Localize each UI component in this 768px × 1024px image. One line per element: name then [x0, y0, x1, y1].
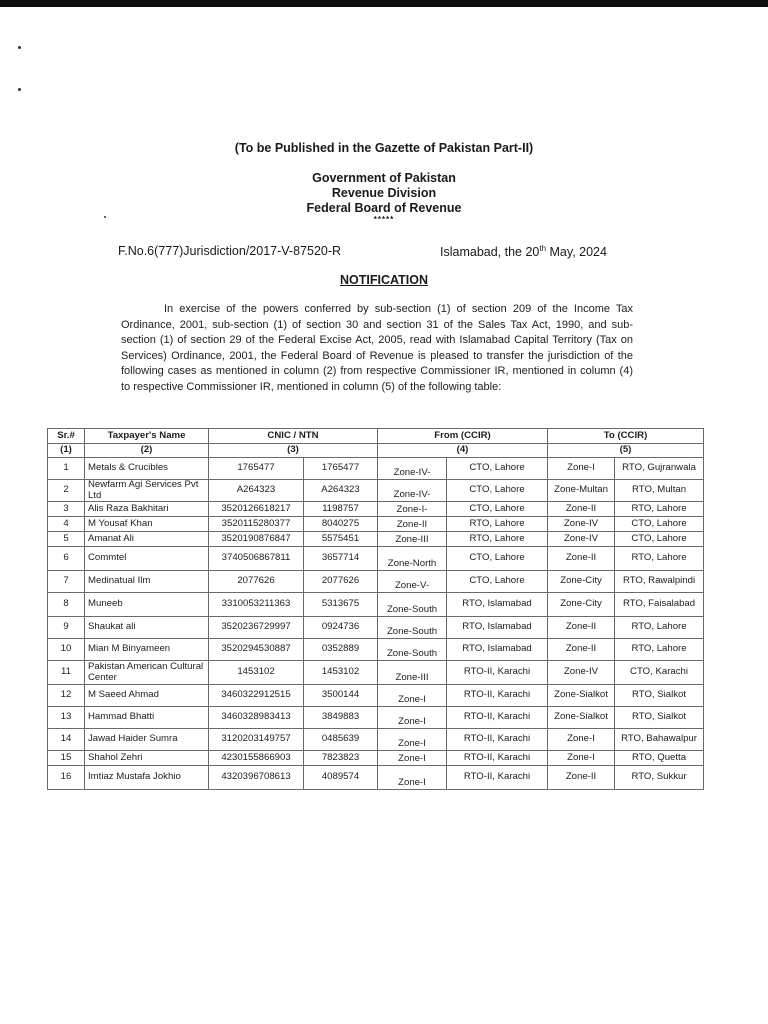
cell-from-office: RTO-II, Karachi	[447, 751, 548, 766]
col-number-sr: (1)	[48, 444, 85, 458]
cell-ntn: 7823823	[304, 751, 378, 766]
header-to: To (CCIR)	[548, 429, 704, 444]
cell-to-zone: Zone-II	[548, 547, 615, 571]
cell-from-office: RTO-II, Karachi	[447, 766, 548, 790]
cell-ntn: 3500144	[304, 685, 378, 707]
cell-from-zone: Zone-I	[378, 729, 447, 751]
table-row	[48, 617, 704, 639]
cell-ntn: 0485639	[304, 729, 378, 751]
cell-ntn: 0352889	[304, 639, 378, 661]
table-row	[48, 532, 704, 547]
cell-ntn: 5313675	[304, 593, 378, 617]
scan-speck	[18, 88, 21, 91]
cell-to-office: RTO, Gujranwala	[615, 458, 704, 480]
cell-name: M Saeed Ahmad	[85, 685, 209, 707]
cell-name: Jawad Haider Sumra	[85, 729, 209, 751]
table-row	[48, 517, 704, 532]
title-stars: *****	[373, 215, 395, 224]
cell-cnic: 3460328983413	[209, 707, 304, 729]
table-row	[48, 766, 704, 790]
cell-to-office: RTO, Lahore	[615, 547, 704, 571]
table-row	[48, 547, 704, 571]
table-row	[48, 458, 704, 480]
division-title: Revenue Division	[331, 186, 437, 200]
cell-cnic: 4320396708613	[209, 766, 304, 790]
cell-sr: 5	[48, 532, 85, 547]
cell-to-zone: Zone-Sialkot	[548, 685, 615, 707]
cell-sr: 6	[48, 547, 85, 571]
cell-to-zone: Zone-I	[548, 458, 615, 480]
cell-ntn: A264323	[304, 480, 378, 502]
table-row	[48, 639, 704, 661]
cell-name: Amanat Ali	[85, 532, 209, 547]
cell-cnic: 3520190876847	[209, 532, 304, 547]
cell-cnic: 1765477	[209, 458, 304, 480]
cell-sr: 4	[48, 517, 85, 532]
cell-ntn: 1198757	[304, 502, 378, 517]
table-row	[48, 502, 704, 517]
cell-ntn: 1453102	[304, 661, 378, 685]
cell-to-office: RTO, Sialkot	[615, 707, 704, 729]
cell-cnic: 3120203149757	[209, 729, 304, 751]
cell-from-office: CTO, Lahore	[447, 547, 548, 571]
cell-cnic: A264323	[209, 480, 304, 502]
cell-cnic: 4230155866903	[209, 751, 304, 766]
col-number-to: (5)	[548, 444, 704, 458]
cell-ntn: 5575451	[304, 532, 378, 547]
cell-cnic: 3520115280377	[209, 517, 304, 532]
cell-name: Imtiaz Mustafa Jokhio	[85, 766, 209, 790]
cell-to-office: RTO, Sialkot	[615, 685, 704, 707]
cell-to-zone: Zone-City	[548, 593, 615, 617]
cell-to-office: CTO, Lahore	[615, 517, 704, 532]
col-number-cnic-ntn: (3)	[209, 444, 378, 458]
cell-from-zone: Zone-III	[378, 661, 447, 685]
cell-sr: 8	[48, 593, 85, 617]
board-title: Federal Board of Revenue	[306, 201, 462, 215]
cell-to-office: RTO, Rawalpindi	[615, 571, 704, 593]
cell-from-office: CTO, Lahore	[447, 571, 548, 593]
header-cnic-ntn: CNIC / NTN	[209, 429, 378, 444]
gazette-line: (To be Published in the Gazette of Pakistan Part-II)	[234, 141, 534, 155]
cell-sr: 16	[48, 766, 85, 790]
cell-from-zone: Zone-I	[378, 707, 447, 729]
cell-from-zone: Zone-I	[378, 766, 447, 790]
cell-to-zone: Zone-IV	[548, 532, 615, 547]
notification-heading: NOTIFICATION	[340, 273, 428, 287]
cell-to-office: RTO, Lahore	[615, 639, 704, 661]
cell-from-office: RTO, Islamabad	[447, 617, 548, 639]
cell-sr: 7	[48, 571, 85, 593]
cell-sr: 9	[48, 617, 85, 639]
notification-body: In exercise of the powers conferred by sub-section (1) of section 209 of the Income Tax Ordinance, 2001, sub-section (1) of section 30 and section 31 of the Sales Tax Act, 1990, and sub-section (1) of section 29 of the Federal Excise Act, 2005, read with Islamabad Capital Territory (Tax on Services) Ordinance, 2001, the Federal Board of Revenue is pleased to transfer the jurisdiction of the following cases as mentioned in column (2) from respective Commissioner IR, mentioned in column (4) to respective Commissioner IR, mentioned in column (5) of the following table:	[121, 303, 633, 393]
cell-to-office: RTO, Faisalabad	[615, 593, 704, 617]
cell-from-zone: Zone-IV-	[378, 458, 447, 480]
cell-sr: 10	[48, 639, 85, 661]
cell-name: Mian M Binyameen	[85, 639, 209, 661]
cell-name: Shaukat ali	[85, 617, 209, 639]
cell-from-zone: Zone-North	[378, 547, 447, 571]
table-header-row	[48, 429, 704, 444]
cell-to-office: RTO, Quetta	[615, 751, 704, 766]
cell-to-office: RTO, Bahawalpur	[615, 729, 704, 751]
cell-to-office: RTO, Lahore	[615, 617, 704, 639]
cell-cnic: 3520294530887	[209, 639, 304, 661]
cell-to-zone: Zone-II	[548, 766, 615, 790]
place-date-rest: May, 2024	[546, 245, 607, 260]
table-column-number-row	[48, 444, 704, 458]
cell-to-zone: Zone-IV	[548, 661, 615, 685]
cell-to-zone: Zone-City	[548, 571, 615, 593]
cell-sr: 13	[48, 707, 85, 729]
cell-name: Commtel	[85, 547, 209, 571]
cell-to-zone: Zone-II	[548, 502, 615, 517]
table-row	[48, 729, 704, 751]
table-row	[48, 661, 704, 685]
cell-from-office: RTO-II, Karachi	[447, 729, 548, 751]
cell-from-office: CTO, Lahore	[447, 480, 548, 502]
cell-sr: 15	[48, 751, 85, 766]
cell-from-zone: Zone-South	[378, 593, 447, 617]
cell-cnic: 3520236729997	[209, 617, 304, 639]
cell-ntn: 3657714	[304, 547, 378, 571]
cell-to-zone: Zone-I	[548, 751, 615, 766]
cell-name: Pakistan American Cultural Center	[85, 661, 209, 685]
government-title: Government of Pakistan	[312, 171, 456, 185]
cell-from-office: CTO, Lahore	[447, 502, 548, 517]
cell-cnic: 3310053211363	[209, 593, 304, 617]
cell-ntn: 4089574	[304, 766, 378, 790]
file-number: F.No.6(777)Jurisdiction/2017-V-87520-R	[118, 244, 342, 258]
cell-from-office: RTO, Lahore	[447, 517, 548, 532]
cell-name: Newfarm Agi Services Pvt Ltd	[85, 480, 209, 502]
cell-from-office: RTO-II, Karachi	[447, 707, 548, 729]
cell-sr: 1	[48, 458, 85, 480]
table-row	[48, 751, 704, 766]
table-row	[48, 571, 704, 593]
transfer-table	[47, 428, 704, 790]
cell-from-office: CTO, Lahore	[447, 458, 548, 480]
cell-from-zone: Zone-II	[378, 517, 447, 532]
cell-from-zone: Zone-I	[378, 685, 447, 707]
col-number-name: (2)	[85, 444, 209, 458]
header-from: From (CCIR)	[378, 429, 548, 444]
cell-ntn: 3849883	[304, 707, 378, 729]
cell-ntn: 8040275	[304, 517, 378, 532]
table-row	[48, 707, 704, 729]
cell-from-zone: Zone-I	[378, 751, 447, 766]
table-row	[48, 480, 704, 502]
cell-from-office: RTO, Islamabad	[447, 593, 548, 617]
col-number-from: (4)	[378, 444, 548, 458]
cell-sr: 11	[48, 661, 85, 685]
cell-name: Hammad Bhatti	[85, 707, 209, 729]
cell-to-zone: Zone-II	[548, 617, 615, 639]
table-row	[48, 593, 704, 617]
cell-to-office: RTO, Multan	[615, 480, 704, 502]
cell-ntn: 2077626	[304, 571, 378, 593]
cell-ntn: 0924736	[304, 617, 378, 639]
cell-sr: 3	[48, 502, 85, 517]
cell-from-zone: Zone-South	[378, 639, 447, 661]
cell-from-office: RTO-II, Karachi	[447, 661, 548, 685]
cell-from-zone: Zone-South	[378, 617, 447, 639]
cell-name: Shahol Zehri	[85, 751, 209, 766]
cell-cnic: 3740506867811	[209, 547, 304, 571]
notification-heading-wrap	[0, 273, 768, 287]
cell-cnic: 3520126618217	[209, 502, 304, 517]
place-date-prefix: Islamabad, the 20	[440, 245, 540, 260]
cell-name: M Yousaf Khan	[85, 517, 209, 532]
table-body	[48, 458, 704, 790]
cell-from-zone: Zone-III	[378, 532, 447, 547]
cell-to-office: RTO, Sukkur	[615, 766, 704, 790]
cell-sr: 2	[48, 480, 85, 502]
cell-sr: 12	[48, 685, 85, 707]
cell-name: Muneeb	[85, 593, 209, 617]
cell-cnic: 2077626	[209, 571, 304, 593]
cell-ntn: 1765477	[304, 458, 378, 480]
cell-to-office: CTO, Karachi	[615, 661, 704, 685]
cell-cnic: 3460322912515	[209, 685, 304, 707]
cell-to-office: RTO, Lahore	[615, 502, 704, 517]
cell-name: Alis Raza Bakhitari	[85, 502, 209, 517]
cell-to-zone: Zone-II	[548, 639, 615, 661]
cell-to-zone: Zone-Sialkot	[548, 707, 615, 729]
cell-to-zone: Zone-I	[548, 729, 615, 751]
cell-from-zone: Zone-IV-	[378, 480, 447, 502]
cell-to-office: CTO, Lahore	[615, 532, 704, 547]
cell-cnic: 1453102	[209, 661, 304, 685]
cell-to-zone: Zone-Multan	[548, 480, 615, 502]
cell-from-zone: Zone-I-	[378, 502, 447, 517]
header-name: Taxpayer's Name	[85, 429, 209, 444]
scan-speck	[18, 46, 21, 49]
date-suffix: th	[539, 244, 547, 253]
place-date	[440, 244, 607, 259]
cell-from-zone: Zone-V-	[378, 571, 447, 593]
cell-sr: 14	[48, 729, 85, 751]
cell-from-office: RTO-II, Karachi	[447, 685, 548, 707]
cell-name: Metals & Crucibles	[85, 458, 209, 480]
table-row	[48, 685, 704, 707]
header-sr: Sr.#	[48, 429, 85, 444]
scan-top-edge	[0, 0, 768, 7]
cell-from-office: RTO, Lahore	[447, 532, 548, 547]
cell-to-zone: Zone-IV	[548, 517, 615, 532]
cell-name: Medinatual Ilm	[85, 571, 209, 593]
cell-from-office: RTO, Islamabad	[447, 639, 548, 661]
